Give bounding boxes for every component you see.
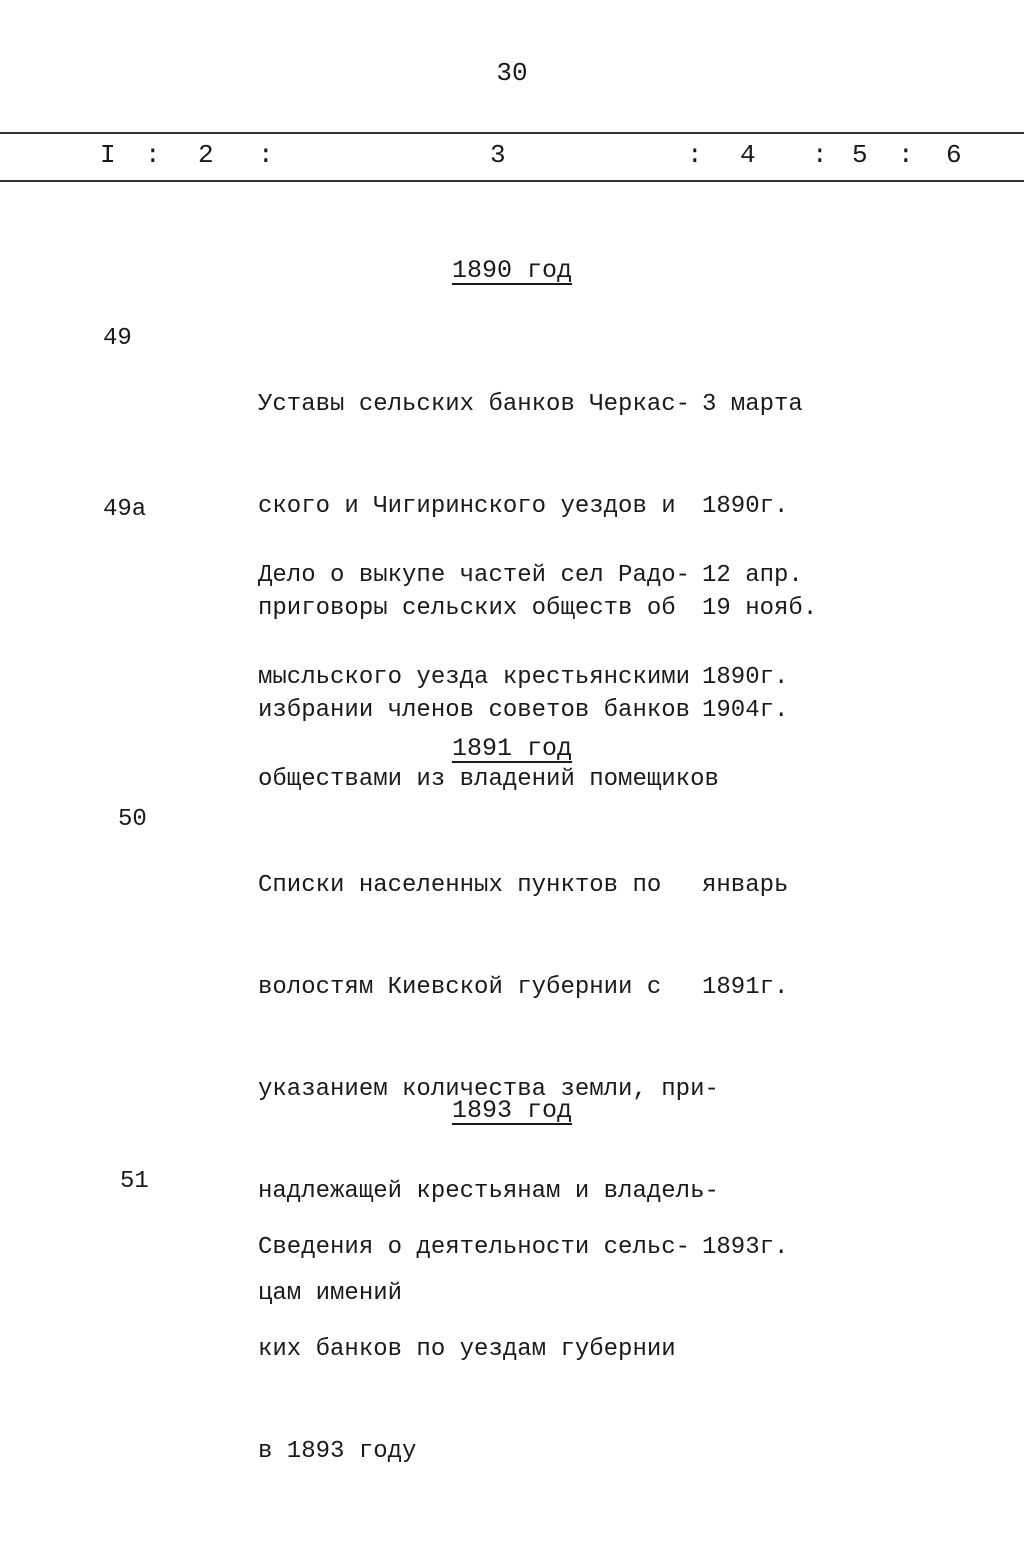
entry-date-line: январь — [702, 872, 789, 899]
entry-number: 49 — [103, 325, 132, 352]
entry-text-line: ких банков по уездам губернии — [258, 1336, 676, 1363]
column-separator: : — [145, 140, 161, 170]
entry-date-line: 1890г. — [702, 493, 789, 520]
entry-text-line: ского и Чигиринского уездов и — [258, 493, 676, 520]
entry-text-line: приговоры сельских обществ об — [258, 595, 676, 622]
column-header-3: 3 — [490, 140, 506, 170]
entry-description — [258, 1163, 690, 1537]
entry-text-line: Уставы сельских банков Черкас- — [258, 391, 691, 418]
header-bottom-rule — [0, 180, 1024, 182]
column-separator: : — [812, 140, 828, 170]
entry-text-line: избрании членов советов банков — [258, 697, 691, 724]
column-separator: : — [258, 140, 274, 170]
section-title-1893: 1893 год — [451, 1096, 573, 1125]
entry-dates — [702, 1163, 788, 1333]
entry-dates — [702, 491, 803, 763]
entry-dates — [702, 801, 788, 1073]
section-title-1890: 1890 год — [451, 256, 573, 285]
entry-number: 51 — [120, 1168, 149, 1195]
entry-text-line: цам имений — [258, 1280, 403, 1307]
entry-date-line: 3 марта — [702, 391, 803, 418]
header-top-rule — [0, 132, 1024, 134]
entry-text-line: в 1893 году — [258, 1438, 417, 1465]
column-separator: : — [898, 140, 914, 170]
entry-text-line: Списки населенных пунктов по — [258, 872, 662, 899]
entry-text-line: волостям Киевской губернии с — [258, 974, 662, 1001]
entry-number: 50 — [118, 806, 147, 833]
entry-date-line: 1890г. — [702, 664, 789, 691]
column-header-1: I — [100, 140, 116, 170]
entry-number: 49а — [103, 496, 147, 523]
entry-date-line: 12 апр. — [702, 562, 803, 589]
column-separator: : — [687, 140, 703, 170]
entry-date-line: 1904г. — [702, 697, 789, 724]
entry-date-line: 19 нояб. — [702, 595, 818, 622]
entry-text-line: мысльского уезда крестьянскими — [258, 664, 691, 691]
entry-text-line: обществами из владений помещиков — [258, 766, 719, 793]
section-title-1891: 1891 год — [451, 734, 573, 763]
column-header-4: 4 — [740, 140, 756, 170]
entry-text-line: указанием количества земли, при- — [258, 1076, 719, 1103]
entry-date-line: 1893г. — [702, 1234, 789, 1261]
page-number: 30 — [496, 58, 528, 88]
column-header-6: 6 — [946, 140, 962, 170]
column-header-2: 2 — [198, 140, 214, 170]
entry-text-line: Дело о выкупе частей сел Радо- — [258, 562, 691, 589]
entry-text-line: надлежащей крестьянам и владель- — [258, 1178, 719, 1205]
entry-text-line: Сведения о деятельности сельс- — [258, 1234, 691, 1261]
column-header-5: 5 — [852, 140, 868, 170]
entry-date-line: 1891г. — [702, 974, 789, 1001]
